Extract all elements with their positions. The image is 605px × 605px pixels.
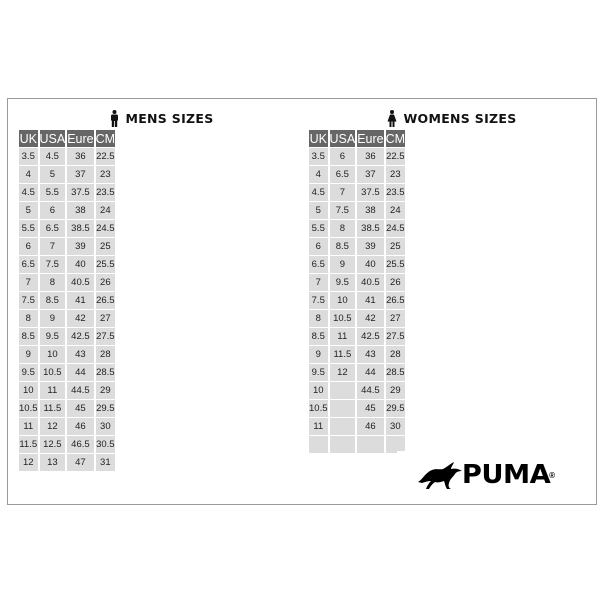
mens-table-cell: 45 [67,400,93,418]
mens-table-row [19,454,115,472]
womens-table-cell: 25.5 [386,256,405,274]
mens-table-row [19,400,115,418]
womens-table-row [309,310,405,328]
mens-table-cell: 8 [19,310,38,328]
mens-table-cell: 41 [67,292,93,310]
mens-table-cell: 12 [19,454,38,472]
womens-table-cell: 11 [330,328,356,346]
womens-table-cell: 39 [357,238,383,256]
mens-table-row [19,436,115,454]
mens-table-cell: 11 [40,382,66,400]
mens-table-cell: 7 [19,274,38,292]
womens-table-cell: 4 [309,166,328,184]
mens-table-cell: 24 [96,202,115,220]
womens-table-cell: 25 [386,238,405,256]
womens-table-row [309,148,405,166]
womens-table-cell: 40 [357,256,383,274]
mens-table-row [19,382,115,400]
womens-table-cell: 8.5 [330,238,356,256]
mens-table-cell: 38.5 [67,220,93,238]
womens-table-cell [330,418,356,436]
mens-table-cell: 4.5 [40,148,66,166]
womens-table-row [309,238,405,256]
mens-table-cell: 44 [67,364,93,382]
mens-table-cell: 23 [96,166,115,184]
puma-cat-icon [416,460,464,490]
mens-table-cell: 30 [96,418,115,436]
mens-table-row [19,418,115,436]
mens-table-row [19,256,115,274]
mens-table-cell: 11.5 [19,436,38,454]
mens-table-cell: 37.5 [67,184,93,202]
womens-table-cell: 23.5 [386,184,405,202]
womens-table-cell: 22.5 [386,148,405,166]
mens-table-cell: 30.5 [96,436,115,454]
mens-table-cell: 10 [40,346,66,364]
womens-table-cell: 4.5 [309,184,328,202]
mens-column-header: UK [19,130,38,148]
mens-table-cell: 9 [19,346,38,364]
mens-table-cell: 5.5 [40,184,66,202]
female-figure-icon [387,110,397,127]
mens-table-row [19,310,115,328]
womens-table-cell [309,436,328,454]
womens-table-cell: 37 [357,166,383,184]
womens-table-cell: 38.5 [357,220,383,238]
mens-table-cell: 42.5 [67,328,93,346]
womens-table-cell: 29.5 [386,400,405,418]
mens-table-cell: 24.5 [96,220,115,238]
womens-column-header: CM [386,130,405,148]
mens-table-cell: 5.5 [19,220,38,238]
womens-table-cell: 3.5 [309,148,328,166]
mens-table-cell: 9.5 [40,328,66,346]
womens-table-row [309,202,405,220]
womens-table-cell: 10 [330,292,356,310]
mens-table-cell: 5 [19,202,38,220]
womens-table-cell: 10 [309,382,328,400]
womens-table-cell: 43 [357,346,383,364]
mens-table-cell: 6.5 [19,256,38,274]
mens-table-cell: 43 [67,346,93,364]
mens-column-header: CM [96,130,115,148]
womens-size-table [307,130,407,454]
mens-table-cell: 46 [67,418,93,436]
womens-table-cell: 28.5 [386,364,405,382]
mens-table-cell: 46.5 [67,436,93,454]
mens-table-cell: 6 [40,202,66,220]
mens-table-cell: 36 [67,148,93,166]
womens-table-cell: 42.5 [357,328,383,346]
mens-table-cell: 4 [19,166,38,184]
mens-table-row [19,364,115,382]
womens-table-cell: 36 [357,148,383,166]
mens-table-cell: 40.5 [67,274,93,292]
womens-table-cell: 27 [386,310,405,328]
womens-table-cell: 46 [357,418,383,436]
mens-table-cell: 23.5 [96,184,115,202]
mens-table-cell: 11.5 [40,400,66,418]
mens-table-cell: 7.5 [19,292,38,310]
womens-table-cell: 7 [309,274,328,292]
womens-table-cell: 28 [386,346,405,364]
puma-wordmark: PUMA [461,460,551,490]
womens-table-cell [330,382,356,400]
womens-table-row [309,328,405,346]
womens-table-cell: 23 [386,166,405,184]
size-chart-frame [7,98,597,505]
mens-table-cell: 38 [67,202,93,220]
mens-table-cell: 10.5 [19,400,38,418]
womens-table-cell: 5.5 [309,220,328,238]
mens-table-row [19,292,115,310]
mens-table-cell: 29.5 [96,400,115,418]
registered-mark: ® [549,470,556,480]
mens-table-cell: 10.5 [40,364,66,382]
womens-table-cell: 6 [330,148,356,166]
womens-table-cell: 40.5 [357,274,383,292]
mens-table-cell: 31 [96,454,115,472]
womens-table-cell [357,436,383,454]
womens-table-cell: 24.5 [386,220,405,238]
womens-table-cell: 9 [309,346,328,364]
mens-table-row [19,166,115,184]
womens-table-cell: 6.5 [309,256,328,274]
womens-table-cell: 10.5 [309,400,328,418]
mens-size-table [17,130,117,472]
womens-table-cell: 42 [357,310,383,328]
womens-table-cell: 7 [330,184,356,202]
womens-table-cell: 7.5 [309,292,328,310]
womens-table-cell: 37.5 [357,184,383,202]
womens-table-cell: 9.5 [309,364,328,382]
womens-table-cell: 8.5 [309,328,328,346]
womens-table-cell: 11 [309,418,328,436]
mens-table-cell: 39 [67,238,93,256]
mens-table-cell: 4.5 [19,184,38,202]
womens-column-header: UK [309,130,328,148]
womens-table-row [309,346,405,364]
womens-table-cell: 38 [357,202,383,220]
mens-table-cell: 8.5 [40,292,66,310]
mens-title [17,106,307,130]
mens-table-cell: 6 [19,238,38,256]
womens-table-cell [330,436,356,454]
womens-table-cell: 30 [386,418,405,436]
mens-table-cell: 40 [67,256,93,274]
womens-table-row [309,274,405,292]
womens-table-cell: 45 [357,400,383,418]
mens-table-cell: 27.5 [96,328,115,346]
womens-table-row [309,166,405,184]
mens-table-row [19,202,115,220]
mens-table-cell: 3.5 [19,148,38,166]
mens-table-row [19,184,115,202]
womens-table-row [309,184,405,202]
mens-table-cell: 27 [96,310,115,328]
womens-table-row [309,382,405,400]
mens-table-cell: 44.5 [67,382,93,400]
womens-table-cell: 8 [309,310,328,328]
mens-title-text: MENS SIZES [125,110,214,126]
puma-logo [397,451,574,499]
mens-table-cell: 28.5 [96,364,115,382]
mens-table-cell: 13 [40,454,66,472]
womens-table-cell: 5 [309,202,328,220]
mens-table-cell: 29 [96,382,115,400]
womens-table-cell: 8 [330,220,356,238]
womens-table-cell: 11.5 [330,346,356,364]
mens-table-cell: 25.5 [96,256,115,274]
womens-table-cell: 26 [386,274,405,292]
womens-table-cell: 26.5 [386,292,405,310]
mens-table-cell: 47 [67,454,93,472]
womens-table-cell: 29 [386,382,405,400]
womens-table-cell: 12 [330,364,356,382]
mens-table-cell: 12 [40,418,66,436]
womens-table-cell [330,400,356,418]
womens-table-cell: 44 [357,364,383,382]
mens-table-cell: 25 [96,238,115,256]
womens-table-cell: 7.5 [330,202,356,220]
mens-column-header: USA [40,130,66,148]
mens-table-cell: 9 [40,310,66,328]
womens-table-cell: 6 [309,238,328,256]
womens-column-header: USA [330,130,356,148]
womens-table-row [309,220,405,238]
womens-title [307,106,597,130]
mens-table-cell: 7 [40,238,66,256]
womens-table-cell: 10.5 [330,310,356,328]
womens-title-text: WOMENS SIZES [403,110,517,126]
mens-table-row [19,274,115,292]
mens-table-cell: 12.5 [40,436,66,454]
womens-table-row [309,292,405,310]
mens-table-cell: 8 [40,274,66,292]
womens-table-cell: 27.5 [386,328,405,346]
mens-table-cell: 7.5 [40,256,66,274]
mens-table-cell: 10 [19,382,38,400]
mens-table-cell: 26.5 [96,292,115,310]
mens-table-cell: 6.5 [40,220,66,238]
womens-table-row [309,418,405,436]
mens-table-row [19,328,115,346]
mens-table-row [19,346,115,364]
womens-table-cell: 9.5 [330,274,356,292]
mens-table-row [19,238,115,256]
mens-table-row [19,220,115,238]
mens-table-cell: 8.5 [19,328,38,346]
womens-table-row [309,436,405,454]
mens-column-header: Eure [67,130,93,148]
womens-table-cell: 41 [357,292,383,310]
mens-table-cell: 5 [40,166,66,184]
mens-table-cell: 28 [96,346,115,364]
womens-table-cell: 6.5 [330,166,356,184]
womens-table-row [309,364,405,382]
womens-table-row [309,400,405,418]
womens-table-cell: 24 [386,202,405,220]
mens-table-row [19,148,115,166]
mens-table-cell: 37 [67,166,93,184]
womens-table-cell: 44.5 [357,382,383,400]
mens-table-cell: 9.5 [19,364,38,382]
mens-table-cell: 22.5 [96,148,115,166]
womens-column-header: Eure [357,130,383,148]
mens-table-cell: 42 [67,310,93,328]
womens-table-row [309,256,405,274]
mens-table-cell: 26 [96,274,115,292]
male-figure-icon [110,110,119,127]
mens-table-cell: 11 [19,418,38,436]
womens-table-cell: 9 [330,256,356,274]
